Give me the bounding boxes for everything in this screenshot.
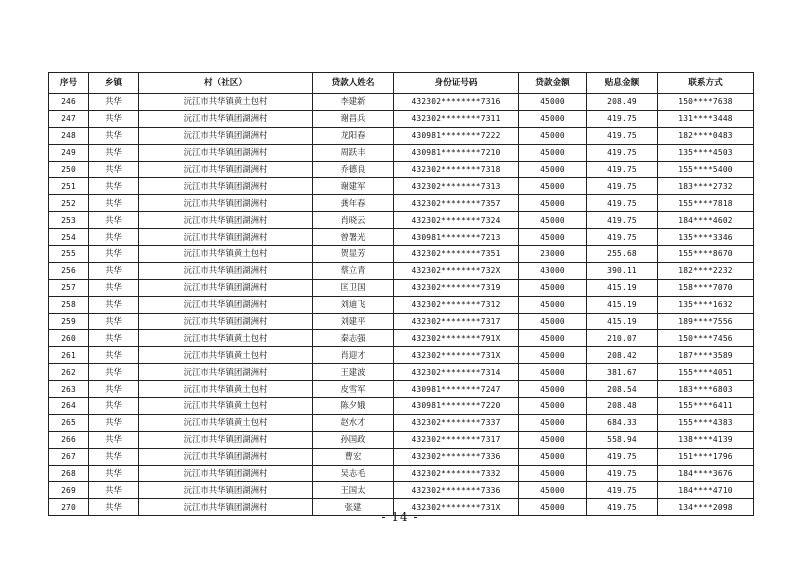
cell-interest-subsidy: 419.75 — [587, 161, 658, 178]
cell-township: 共华 — [89, 161, 139, 178]
cell-village: 沅江市共华镇团湖洲村 — [139, 482, 313, 499]
cell-township: 共华 — [89, 364, 139, 381]
cell-id-number: 432302********731X — [394, 347, 519, 364]
cell-interest-subsidy: 419.75 — [587, 465, 658, 482]
cell-id-number: 430981********7213 — [394, 229, 519, 246]
cell-borrower-name: 刘迪飞 — [313, 296, 394, 313]
cell-index: 258 — [49, 296, 89, 313]
cell-village: 沅江市共华镇黄土包村 — [139, 414, 313, 431]
cell-id-number: 432302********7336 — [394, 482, 519, 499]
header-id-number: 身份证号码 — [394, 73, 519, 94]
header-borrower-name: 贷款人姓名 — [313, 73, 394, 94]
cell-contact: 135****1632 — [658, 296, 754, 313]
cell-township: 共华 — [89, 296, 139, 313]
cell-contact: 182****0483 — [658, 127, 754, 144]
cell-id-number: 432302********791X — [394, 330, 519, 347]
cell-contact: 187****3589 — [658, 347, 754, 364]
cell-borrower-name: 皮雪军 — [313, 381, 394, 398]
table-row — [49, 431, 754, 448]
cell-contact: 155****8670 — [658, 246, 754, 263]
cell-loan-amount: 45000 — [519, 229, 587, 246]
cell-loan-amount: 45000 — [519, 398, 587, 415]
cell-id-number: 432302********7312 — [394, 296, 519, 313]
cell-village: 沅江市共华镇黄土包村 — [139, 347, 313, 364]
table-row — [49, 482, 754, 499]
cell-contact: 184****4602 — [658, 212, 754, 229]
header-township: 乡镇 — [89, 73, 139, 94]
cell-borrower-name: 乔德良 — [313, 161, 394, 178]
cell-village: 沅江市共华镇团湖洲村 — [139, 499, 313, 516]
cell-interest-subsidy: 419.75 — [587, 110, 658, 127]
cell-village: 沅江市共华镇团湖洲村 — [139, 431, 313, 448]
cell-township: 共华 — [89, 110, 139, 127]
cell-contact: 183****6803 — [658, 381, 754, 398]
cell-id-number: 432302********7311 — [394, 110, 519, 127]
cell-index: 259 — [49, 313, 89, 330]
cell-index: 257 — [49, 279, 89, 296]
cell-interest-subsidy: 390.11 — [587, 262, 658, 279]
cell-index: 246 — [49, 94, 89, 111]
table-row — [49, 144, 754, 161]
cell-interest-subsidy: 208.54 — [587, 381, 658, 398]
cell-village: 沅江市共华镇团湖洲村 — [139, 212, 313, 229]
cell-township: 共华 — [89, 144, 139, 161]
cell-village: 沅江市共华镇团湖洲村 — [139, 364, 313, 381]
cell-village: 沅江市共华镇黄土包村 — [139, 381, 313, 398]
cell-interest-subsidy: 419.75 — [587, 144, 658, 161]
cell-contact: 155****7818 — [658, 195, 754, 212]
cell-loan-amount: 45000 — [519, 296, 587, 313]
cell-village: 沅江市共华镇团湖洲村 — [139, 178, 313, 195]
cell-contact: 134****2098 — [658, 499, 754, 516]
cell-township: 共华 — [89, 448, 139, 465]
cell-index: 253 — [49, 212, 89, 229]
cell-borrower-name: 吴志毛 — [313, 465, 394, 482]
cell-township: 共华 — [89, 94, 139, 111]
cell-interest-subsidy: 381.67 — [587, 364, 658, 381]
cell-id-number: 432302********731X — [394, 499, 519, 516]
table-row — [49, 398, 754, 415]
cell-id-number: 432302********7324 — [394, 212, 519, 229]
cell-village: 沅江市共华镇团湖洲村 — [139, 313, 313, 330]
cell-id-number: 432302********7318 — [394, 161, 519, 178]
table-row — [49, 364, 754, 381]
cell-index: 252 — [49, 195, 89, 212]
header-index: 序号 — [49, 73, 89, 94]
cell-index: 270 — [49, 499, 89, 516]
cell-borrower-name: 肖晓云 — [313, 212, 394, 229]
cell-contact: 135****3346 — [658, 229, 754, 246]
cell-township: 共华 — [89, 347, 139, 364]
cell-interest-subsidy: 419.75 — [587, 229, 658, 246]
cell-loan-amount: 45000 — [519, 381, 587, 398]
cell-id-number: 432302********7357 — [394, 195, 519, 212]
table-row — [49, 127, 754, 144]
cell-interest-subsidy: 419.75 — [587, 212, 658, 229]
cell-contact: 184****3676 — [658, 465, 754, 482]
cell-village: 沅江市共华镇团湖洲村 — [139, 144, 313, 161]
cell-id-number: 432302********7317 — [394, 313, 519, 330]
cell-loan-amount: 45000 — [519, 499, 587, 516]
header-contact: 联系方式 — [658, 73, 754, 94]
cell-index: 254 — [49, 229, 89, 246]
table-row — [49, 262, 754, 279]
cell-index: 266 — [49, 431, 89, 448]
cell-index: 262 — [49, 364, 89, 381]
cell-index: 256 — [49, 262, 89, 279]
cell-township: 共华 — [89, 398, 139, 415]
cell-interest-subsidy: 415.19 — [587, 279, 658, 296]
cell-borrower-name: 龚年春 — [313, 195, 394, 212]
cell-village: 沅江市共华镇团湖洲村 — [139, 195, 313, 212]
header-interest-subsidy: 贴息金额 — [587, 73, 658, 94]
cell-interest-subsidy: 415.19 — [587, 313, 658, 330]
table-row — [49, 212, 754, 229]
cell-interest-subsidy: 208.42 — [587, 347, 658, 364]
cell-contact: 183****2732 — [658, 178, 754, 195]
cell-interest-subsidy: 558.94 — [587, 431, 658, 448]
cell-village: 沅江市共华镇黄土包村 — [139, 94, 313, 111]
cell-contact: 151****1796 — [658, 448, 754, 465]
cell-interest-subsidy: 684.33 — [587, 414, 658, 431]
cell-village: 沅江市共华镇黄土包村 — [139, 398, 313, 415]
cell-loan-amount: 45000 — [519, 144, 587, 161]
cell-loan-amount: 45000 — [519, 482, 587, 499]
table-row — [49, 414, 754, 431]
cell-borrower-name: 匡卫国 — [313, 279, 394, 296]
cell-loan-amount: 45000 — [519, 212, 587, 229]
cell-loan-amount: 45000 — [519, 465, 587, 482]
cell-loan-amount: 43000 — [519, 262, 587, 279]
cell-loan-amount: 23000 — [519, 246, 587, 263]
cell-index: 267 — [49, 448, 89, 465]
cell-borrower-name: 龙阳春 — [313, 127, 394, 144]
cell-id-number: 430981********7247 — [394, 381, 519, 398]
cell-index: 264 — [49, 398, 89, 415]
cell-index: 269 — [49, 482, 89, 499]
cell-index: 250 — [49, 161, 89, 178]
cell-loan-amount: 45000 — [519, 178, 587, 195]
cell-loan-amount: 45000 — [519, 330, 587, 347]
cell-interest-subsidy: 210.07 — [587, 330, 658, 347]
cell-borrower-name: 孙国政 — [313, 431, 394, 448]
cell-contact: 135****4503 — [658, 144, 754, 161]
cell-index: 255 — [49, 246, 89, 263]
cell-township: 共华 — [89, 482, 139, 499]
cell-borrower-name: 秦志强 — [313, 330, 394, 347]
cell-interest-subsidy: 419.75 — [587, 195, 658, 212]
cell-township: 共华 — [89, 499, 139, 516]
cell-borrower-name: 周跃丰 — [313, 144, 394, 161]
cell-contact: 158****7070 — [658, 279, 754, 296]
loan-table-container — [48, 72, 753, 516]
cell-contact: 138****4139 — [658, 431, 754, 448]
cell-index: 249 — [49, 144, 89, 161]
cell-township: 共华 — [89, 127, 139, 144]
cell-index: 248 — [49, 127, 89, 144]
cell-id-number: 432302********7313 — [394, 178, 519, 195]
cell-index: 261 — [49, 347, 89, 364]
cell-loan-amount: 45000 — [519, 161, 587, 178]
cell-village: 沅江市共华镇团湖洲村 — [139, 127, 313, 144]
cell-interest-subsidy: 419.75 — [587, 499, 658, 516]
cell-contact: 184****4710 — [658, 482, 754, 499]
cell-borrower-name: 谢昌兵 — [313, 110, 394, 127]
cell-id-number: 432302********7337 — [394, 414, 519, 431]
cell-village: 沅江市共华镇黄土包村 — [139, 246, 313, 263]
cell-loan-amount: 45000 — [519, 110, 587, 127]
cell-village: 沅江市共华镇黄土包村 — [139, 330, 313, 347]
cell-borrower-name: 王国太 — [313, 482, 394, 499]
cell-id-number: 430981********7220 — [394, 398, 519, 415]
table-row — [49, 313, 754, 330]
cell-borrower-name: 曾署光 — [313, 229, 394, 246]
loan-subsidy-table — [48, 72, 754, 516]
cell-village: 沅江市共华镇团湖洲村 — [139, 161, 313, 178]
cell-contact: 155****5400 — [658, 161, 754, 178]
cell-township: 共华 — [89, 178, 139, 195]
cell-loan-amount: 45000 — [519, 195, 587, 212]
cell-village: 沅江市共华镇团湖洲村 — [139, 448, 313, 465]
cell-index: 263 — [49, 381, 89, 398]
cell-borrower-name: 陈夕娥 — [313, 398, 394, 415]
cell-loan-amount: 45000 — [519, 448, 587, 465]
cell-contact: 189****7556 — [658, 313, 754, 330]
cell-borrower-name: 谢建军 — [313, 178, 394, 195]
cell-contact: 150****7638 — [658, 94, 754, 111]
cell-township: 共华 — [89, 381, 139, 398]
cell-loan-amount: 45000 — [519, 347, 587, 364]
cell-township: 共华 — [89, 195, 139, 212]
cell-borrower-name: 刘建平 — [313, 313, 394, 330]
cell-index: 251 — [49, 178, 89, 195]
cell-interest-subsidy: 419.75 — [587, 127, 658, 144]
cell-interest-subsidy: 419.75 — [587, 482, 658, 499]
cell-contact: 182****2232 — [658, 262, 754, 279]
table-row — [49, 110, 754, 127]
cell-contact: 155****4383 — [658, 414, 754, 431]
table-row — [49, 347, 754, 364]
cell-township: 共华 — [89, 465, 139, 482]
cell-index: 268 — [49, 465, 89, 482]
cell-village: 沅江市共华镇团湖洲村 — [139, 296, 313, 313]
cell-id-number: 432302********7351 — [394, 246, 519, 263]
table-row — [49, 448, 754, 465]
table-row — [49, 195, 754, 212]
cell-interest-subsidy: 255.68 — [587, 246, 658, 263]
cell-loan-amount: 45000 — [519, 279, 587, 296]
cell-township: 共华 — [89, 313, 139, 330]
cell-borrower-name: 曹宏 — [313, 448, 394, 465]
page-number: - 14 - — [381, 510, 419, 524]
cell-township: 共华 — [89, 212, 139, 229]
cell-id-number: 432302********732X — [394, 262, 519, 279]
cell-loan-amount: 45000 — [519, 313, 587, 330]
cell-contact: 155****4051 — [658, 364, 754, 381]
cell-contact: 155****6411 — [658, 398, 754, 415]
cell-loan-amount: 45000 — [519, 127, 587, 144]
cell-township: 共华 — [89, 279, 139, 296]
table-row — [49, 381, 754, 398]
cell-village: 沅江市共华镇团湖洲村 — [139, 279, 313, 296]
cell-borrower-name: 赵水才 — [313, 414, 394, 431]
cell-id-number: 432302********7332 — [394, 465, 519, 482]
cell-interest-subsidy: 419.75 — [587, 448, 658, 465]
cell-loan-amount: 45000 — [519, 414, 587, 431]
cell-id-number: 432302********7319 — [394, 279, 519, 296]
table-row — [49, 296, 754, 313]
cell-contact: 131****3448 — [658, 110, 754, 127]
cell-borrower-name: 李建新 — [313, 94, 394, 111]
cell-township: 共华 — [89, 246, 139, 263]
cell-loan-amount: 45000 — [519, 94, 587, 111]
cell-interest-subsidy: 208.49 — [587, 94, 658, 111]
cell-township: 共华 — [89, 414, 139, 431]
table-row — [49, 94, 754, 111]
cell-interest-subsidy: 419.75 — [587, 178, 658, 195]
cell-township: 共华 — [89, 262, 139, 279]
table-row — [49, 229, 754, 246]
cell-index: 260 — [49, 330, 89, 347]
cell-contact: 150****7456 — [658, 330, 754, 347]
cell-loan-amount: 45000 — [519, 431, 587, 448]
cell-borrower-name: 肖迎才 — [313, 347, 394, 364]
table-row — [49, 161, 754, 178]
cell-village: 沅江市共华镇团湖洲村 — [139, 262, 313, 279]
cell-borrower-name: 张建 — [313, 499, 394, 516]
table-row — [49, 178, 754, 195]
cell-village: 沅江市共华镇团湖洲村 — [139, 110, 313, 127]
cell-id-number: 432302********7336 — [394, 448, 519, 465]
header-village: 村（社区） — [139, 73, 313, 94]
table-header-row — [49, 73, 754, 94]
cell-borrower-name: 蔡立青 — [313, 262, 394, 279]
cell-id-number: 432302********7317 — [394, 431, 519, 448]
cell-township: 共华 — [89, 330, 139, 347]
cell-township: 共华 — [89, 229, 139, 246]
table-row — [49, 246, 754, 263]
header-loan-amount: 贷款金额 — [519, 73, 587, 94]
cell-id-number: 432302********7314 — [394, 364, 519, 381]
cell-id-number: 430981********7222 — [394, 127, 519, 144]
table-row — [49, 279, 754, 296]
cell-interest-subsidy: 208.48 — [587, 398, 658, 415]
cell-township: 共华 — [89, 431, 139, 448]
cell-index: 247 — [49, 110, 89, 127]
table-row — [49, 465, 754, 482]
cell-loan-amount: 45000 — [519, 364, 587, 381]
cell-borrower-name: 贺显芳 — [313, 246, 394, 263]
cell-village: 沅江市共华镇团湖洲村 — [139, 465, 313, 482]
cell-index: 265 — [49, 414, 89, 431]
cell-borrower-name: 王建波 — [313, 364, 394, 381]
cell-id-number: 432302********7316 — [394, 94, 519, 111]
table-row — [49, 330, 754, 347]
cell-village: 沅江市共华镇团湖洲村 — [139, 229, 313, 246]
table-body — [49, 94, 754, 516]
cell-id-number: 430981********7210 — [394, 144, 519, 161]
cell-interest-subsidy: 415.19 — [587, 296, 658, 313]
